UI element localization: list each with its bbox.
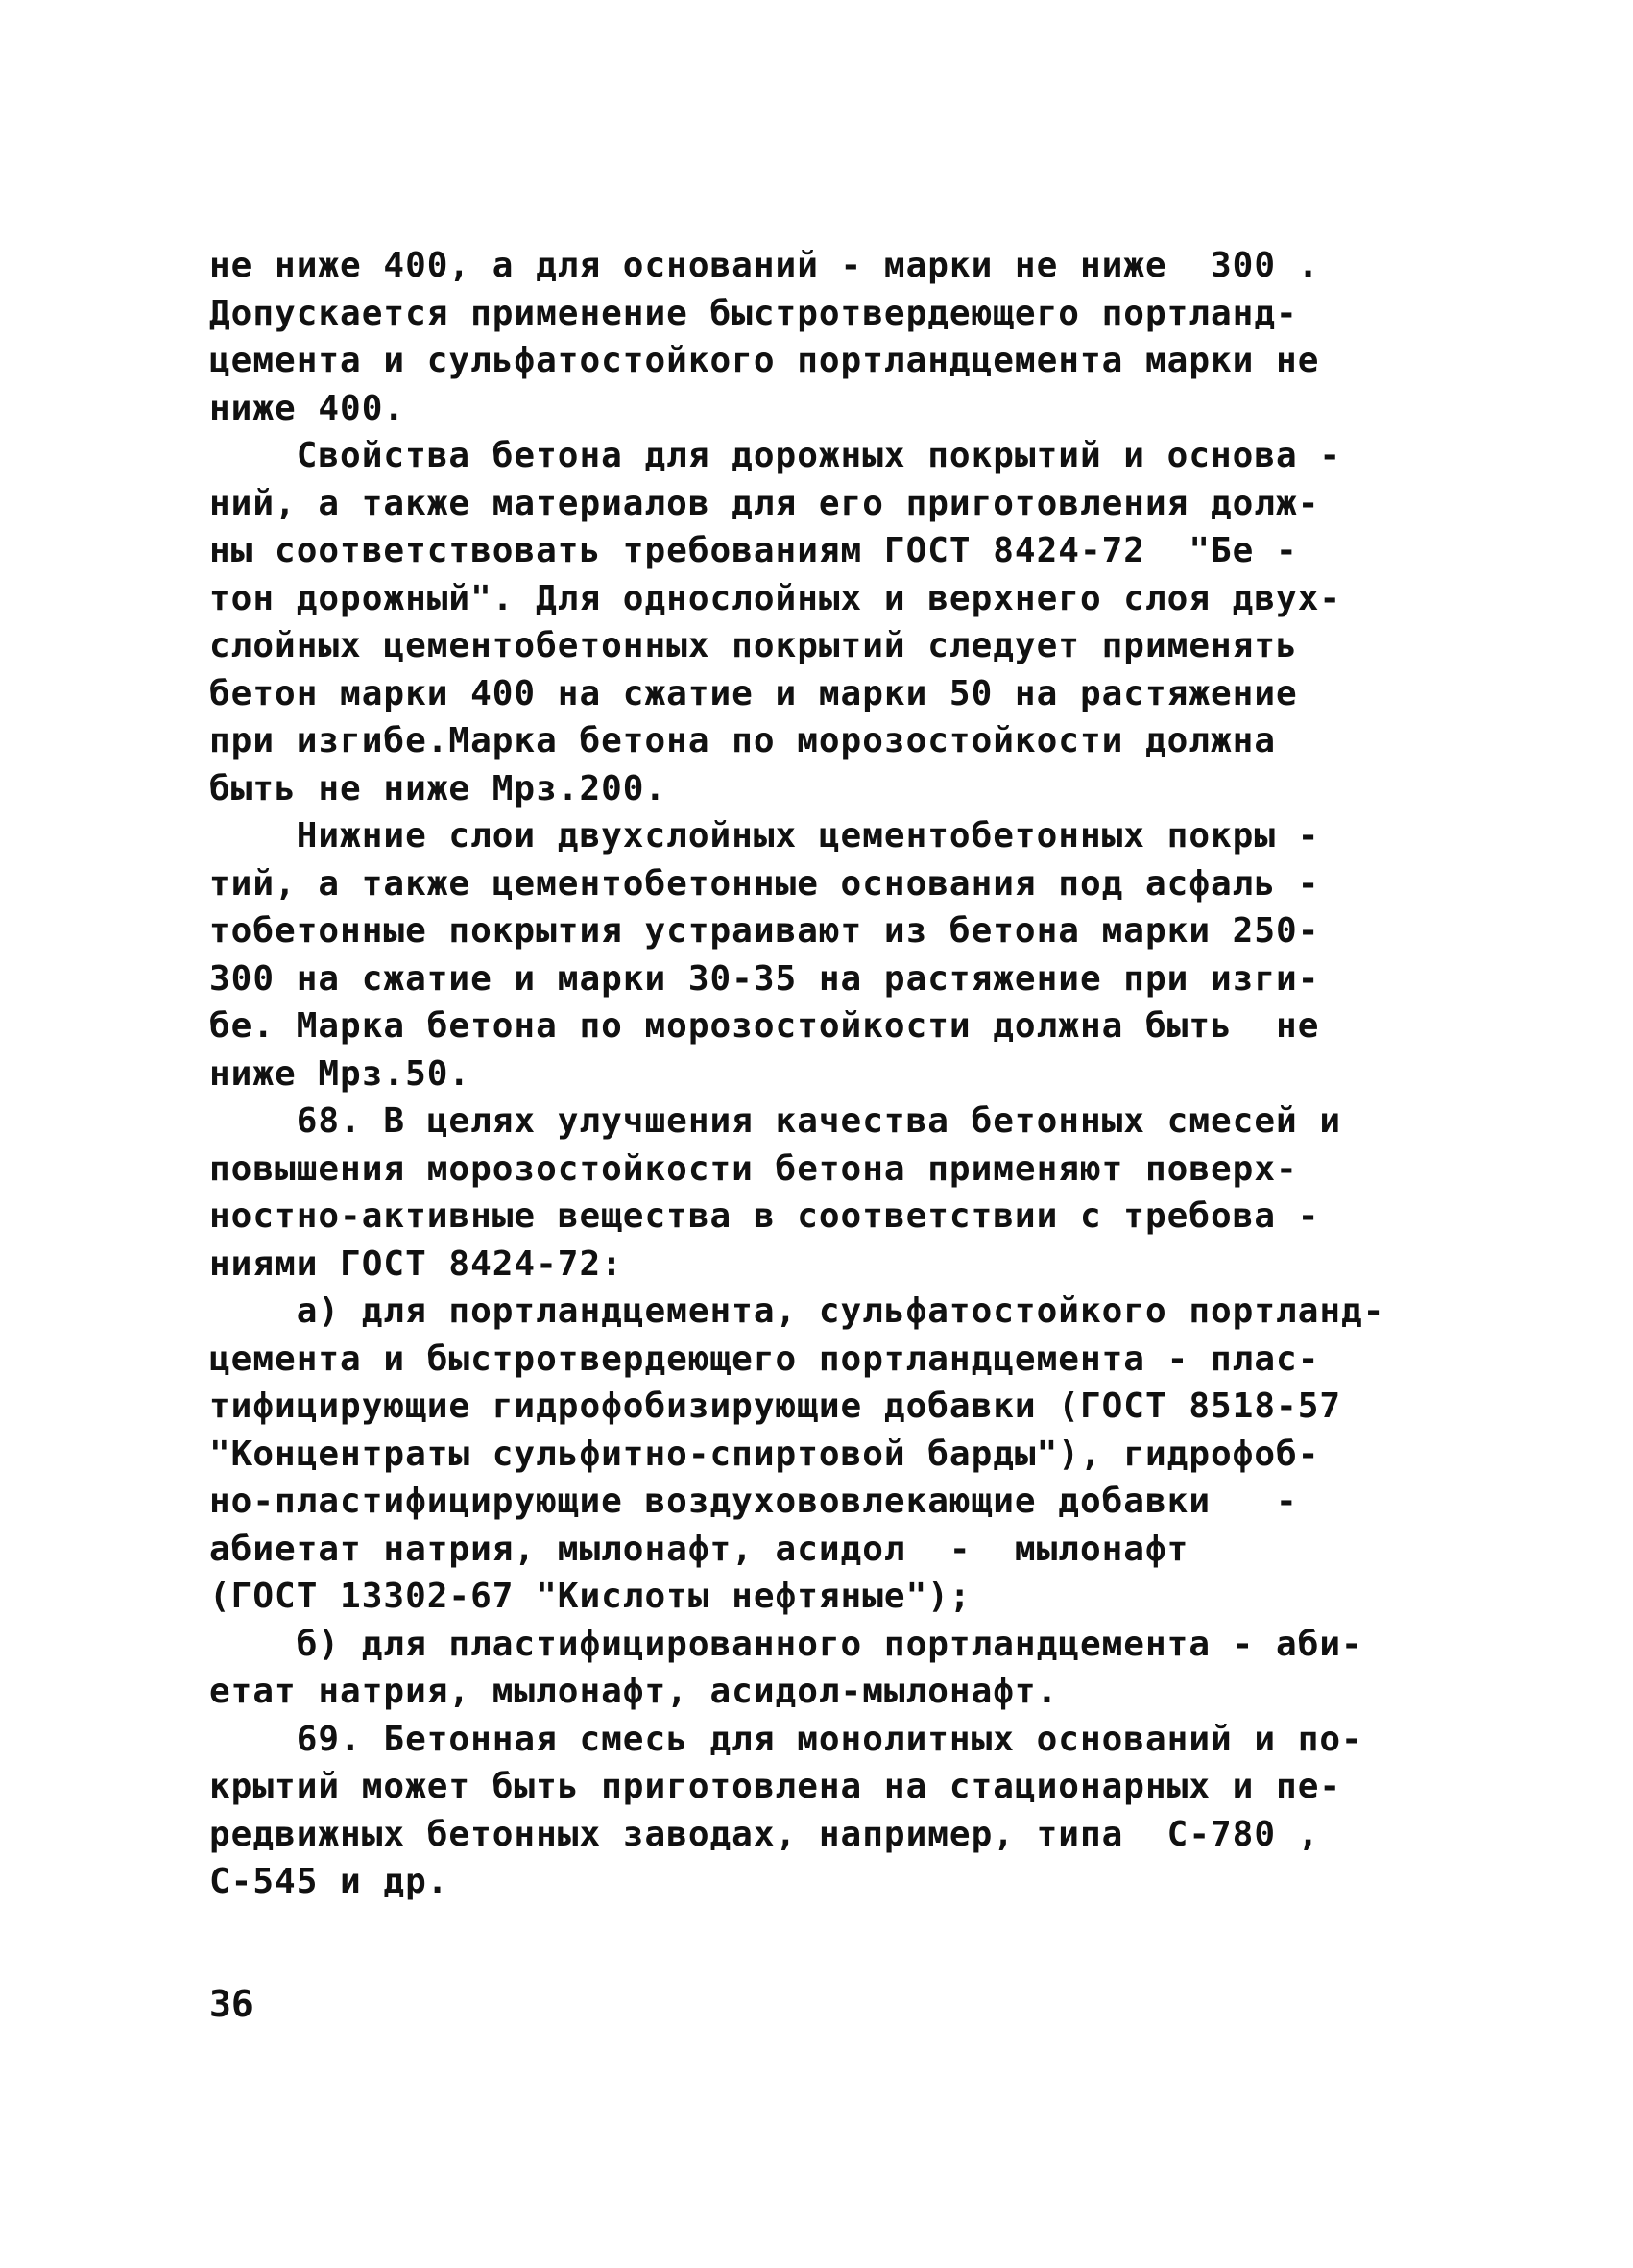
- text-line: тий, а также цементобетонные основания под асфаль -: [209, 863, 1320, 904]
- text-line: бе. Марка бетона по морозостойкости должна быть не: [209, 1006, 1320, 1046]
- text-line: етат натрия, мылонафт, асидол-мылонафт.: [209, 1672, 1059, 1711]
- text-line: быть не ниже Мрз.200.: [209, 768, 667, 808]
- text-line: цемента и сульфатостойкого портландцемента марки не: [209, 341, 1320, 380]
- body-text: [209, 242, 1429, 1906]
- text-line: ниже Мрз.50.: [209, 1053, 471, 1094]
- page-number: 36: [209, 1983, 253, 2025]
- text-line: слойных цементобетонных покрытий следует применять: [209, 626, 1298, 665]
- text-line: бетон марки 400 на сжатие и марки 50 на растяжение: [209, 673, 1298, 713]
- text-line: цемента и быстротвердеющего портландцемента - плас-: [209, 1339, 1320, 1379]
- text-line: а) для портландцемента, сульфатостойкого портланд-: [209, 1291, 1385, 1331]
- text-line: не ниже 400, а для оснований - марки не ниже 300 .: [209, 246, 1320, 285]
- text-line: тон дорожный". Для однослойных и верхнего слоя двух-: [209, 578, 1342, 618]
- text-line: крытий может быть приготовлена на стационарных и пе-: [209, 1767, 1342, 1806]
- text-line: редвижных бетонных заводах, например, типа С-780 ,: [209, 1814, 1320, 1854]
- text-line: при изгибе.Марка бетона по морозостойкости должна: [209, 721, 1277, 760]
- text-line: 300 на сжатие и марки 30-35 на растяжение при изги-: [209, 958, 1320, 999]
- text-line: ны соответствовать требованиям ГОСТ 8424-72 "Бе -: [209, 531, 1298, 570]
- text-line: Допускается применение быстротвердеющего портланд-: [209, 293, 1298, 333]
- text-line: абиетат натрия, мылонафт, асидол - мылонафт: [209, 1529, 1189, 1569]
- text-line: Нижние слои двухслойных цементобетонных покры -: [209, 816, 1320, 856]
- text-line: Свойства бетона для дорожных покрытий и основа -: [209, 436, 1342, 475]
- text-line: повышения морозостойкости бетона применяют поверх-: [209, 1148, 1298, 1189]
- text-line: С-545 и др.: [209, 1862, 449, 1901]
- text-line: ний, а также материалов для его приготовления долж-: [209, 483, 1320, 523]
- text-line: 68. В целях улучшения качества бетонных смесей и: [209, 1101, 1342, 1141]
- text-line: 69. Бетонная смесь для монолитных оснований и по-: [209, 1719, 1363, 1759]
- text-line: ностно-активные вещества в соответствии с требова -: [209, 1196, 1320, 1236]
- text-line: (ГОСТ 13302-67 "Кислоты нефтяные");: [209, 1577, 972, 1616]
- text-line: ниями ГОСТ 8424-72:: [209, 1243, 623, 1284]
- text-line: но-пластифицирующие воздухововлекающие добавки -: [209, 1482, 1298, 1521]
- text-line: "Концентраты сульфитно-спиртовой барды"), гидрофоб-: [209, 1434, 1320, 1474]
- text-line: тобетонные покрытия устраивают из бетона марки 250-: [209, 911, 1320, 951]
- text-line: тифицирующие гидрофобизирующие добавки (ГОСТ 8518-57: [209, 1387, 1342, 1426]
- text-line: б) для пластифицированного портландцемента - аби-: [209, 1624, 1363, 1664]
- text-line: ниже 400.: [209, 388, 406, 428]
